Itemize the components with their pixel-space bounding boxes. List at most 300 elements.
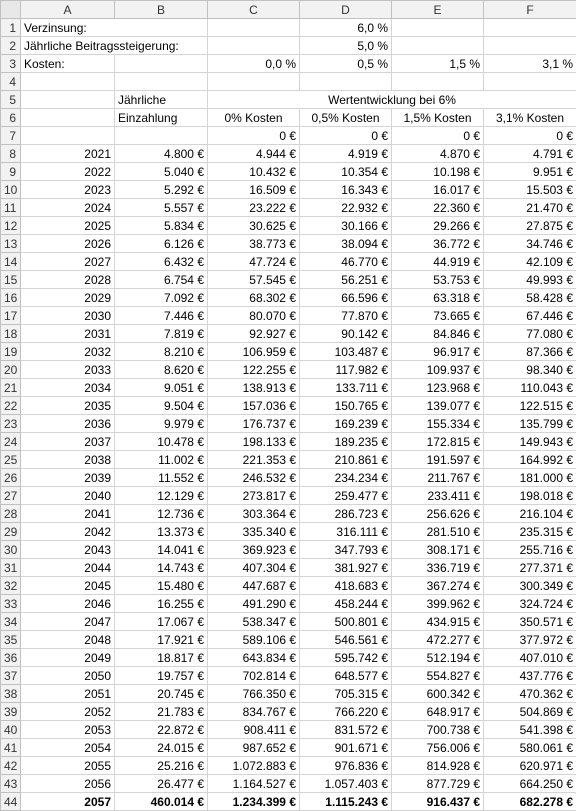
cell-year[interactable]: 2025: [21, 217, 115, 235]
column-header-a[interactable]: A: [21, 1, 115, 19]
row-header[interactable]: 15: [1, 271, 21, 289]
cell-kosten-05[interactable]: 66.596 €: [300, 289, 392, 307]
cell-kosten-15[interactable]: 756.006 €: [392, 739, 484, 757]
cell-einzahlung[interactable]: 9.979 €: [115, 415, 208, 433]
cell-kosten-05[interactable]: 381.927 €: [300, 559, 392, 577]
cell-kosten-31[interactable]: 541.398 €: [484, 721, 576, 739]
cell-kosten-31[interactable]: 164.992 €: [484, 451, 576, 469]
cell-kosten-31[interactable]: 4.791 €: [484, 145, 576, 163]
cell-einzahlung[interactable]: 6.126 €: [115, 235, 208, 253]
cell-kosten-31[interactable]: 235.315 €: [484, 523, 576, 541]
cell-year[interactable]: 2043: [21, 541, 115, 559]
row-header[interactable]: 35: [1, 631, 21, 649]
cell-kosten-15[interactable]: 336.719 €: [392, 559, 484, 577]
cell-kosten-15[interactable]: 22.360 €: [392, 199, 484, 217]
cell-kosten-31[interactable]: 377.972 €: [484, 631, 576, 649]
row-header[interactable]: 7: [1, 127, 21, 145]
cell-kosten-05[interactable]: 1.057.403 €: [300, 775, 392, 793]
cell-kosten-0[interactable]: 766.350 €: [208, 685, 300, 703]
cell-kosten-0[interactable]: 407.304 €: [208, 559, 300, 577]
cell-c1[interactable]: [208, 19, 300, 37]
cell-einzahlung[interactable]: 19.757 €: [115, 667, 208, 685]
wertentwicklung-header[interactable]: Wertentwicklung bei 6%: [208, 91, 576, 109]
cell-kosten-0[interactable]: 335.340 €: [208, 523, 300, 541]
row-header[interactable]: 33: [1, 595, 21, 613]
cell-kosten-05[interactable]: 150.765 €: [300, 397, 392, 415]
cell-kosten-05[interactable]: 648.577 €: [300, 667, 392, 685]
cell-kosten-0[interactable]: 138.913 €: [208, 379, 300, 397]
cell-year[interactable]: 2045: [21, 577, 115, 595]
cell-kosten-05[interactable]: 234.234 €: [300, 469, 392, 487]
cell-kosten-31[interactable]: 580.061 €: [484, 739, 576, 757]
cell-c2[interactable]: [208, 37, 300, 55]
row-header[interactable]: 27: [1, 487, 21, 505]
cell-year[interactable]: 2054: [21, 739, 115, 757]
row-header[interactable]: 41: [1, 739, 21, 757]
cell-year[interactable]: 2053: [21, 721, 115, 739]
cell-kosten-05[interactable]: 1.115.243 €: [300, 793, 392, 811]
cell-a4[interactable]: [21, 73, 115, 91]
cell-kosten-05[interactable]: 117.982 €: [300, 361, 392, 379]
cell-kosten-31[interactable]: 27.875 €: [484, 217, 576, 235]
cell-year[interactable]: 2042: [21, 523, 115, 541]
cell-kosten-0[interactable]: 834.767 €: [208, 703, 300, 721]
cell-kosten-31[interactable]: 58.428 €: [484, 289, 576, 307]
row-header[interactable]: 26: [1, 469, 21, 487]
cell-einzahlung[interactable]: 11.002 €: [115, 451, 208, 469]
cell-kosten-0[interactable]: 987.652 €: [208, 739, 300, 757]
cell-einzahlung[interactable]: 26.477 €: [115, 775, 208, 793]
row-header[interactable]: 11: [1, 199, 21, 217]
cell-kosten-05[interactable]: 500.801 €: [300, 613, 392, 631]
cell-kosten-15[interactable]: 10.198 €: [392, 163, 484, 181]
cell-kosten-31[interactable]: 77.080 €: [484, 325, 576, 343]
cell-year[interactable]: 2021: [21, 145, 115, 163]
cell-einzahlung[interactable]: 20.745 €: [115, 685, 208, 703]
row-header[interactable]: 29: [1, 523, 21, 541]
cell-b7[interactable]: [115, 127, 208, 145]
cell-kosten-15[interactable]: 308.171 €: [392, 541, 484, 559]
cell-kosten-0[interactable]: 303.364 €: [208, 505, 300, 523]
cell-kosten-15[interactable]: 600.342 €: [392, 685, 484, 703]
cell-kosten-15[interactable]: 233.411 €: [392, 487, 484, 505]
cell-year[interactable]: 2038: [21, 451, 115, 469]
cell-d7[interactable]: 0 €: [300, 127, 392, 145]
cell-year[interactable]: 2027: [21, 253, 115, 271]
column-header-b[interactable]: B: [115, 1, 208, 19]
cell-kosten-0[interactable]: 369.923 €: [208, 541, 300, 559]
cell-kosten-0[interactable]: 10.432 €: [208, 163, 300, 181]
cell-kosten-05[interactable]: 169.239 €: [300, 415, 392, 433]
cell-kosten-05[interactable]: 347.793 €: [300, 541, 392, 559]
cell-e6[interactable]: 1,5% Kosten: [392, 109, 484, 127]
cell-year[interactable]: 2024: [21, 199, 115, 217]
cell-einzahlung[interactable]: 10.478 €: [115, 433, 208, 451]
cell-kosten-31[interactable]: 300.349 €: [484, 577, 576, 595]
cell-kosten-0[interactable]: 38.773 €: [208, 235, 300, 253]
cell-kosten-15[interactable]: 399.962 €: [392, 595, 484, 613]
cell-year[interactable]: 2022: [21, 163, 115, 181]
cell-kosten-15[interactable]: 814.928 €: [392, 757, 484, 775]
cell-kosten-31[interactable]: 135.799 €: [484, 415, 576, 433]
row-header[interactable]: 39: [1, 703, 21, 721]
cell-year[interactable]: 2041: [21, 505, 115, 523]
cell-kosten-15[interactable]: 36.772 €: [392, 235, 484, 253]
cell-f4[interactable]: [484, 73, 576, 91]
cell-kosten-31[interactable]: 664.250 €: [484, 775, 576, 793]
cell-einzahlung[interactable]: 21.783 €: [115, 703, 208, 721]
cell-kosten-05[interactable]: 16.343 €: [300, 181, 392, 199]
cell-kosten-0[interactable]: 68.302 €: [208, 289, 300, 307]
row-header[interactable]: 6: [1, 109, 21, 127]
cell-kosten-0[interactable]: 106.959 €: [208, 343, 300, 361]
cell-kosten-05[interactable]: 705.315 €: [300, 685, 392, 703]
cell-einzahlung[interactable]: 15.480 €: [115, 577, 208, 595]
cell-c7[interactable]: 0 €: [208, 127, 300, 145]
cell-einzahlung[interactable]: 5.040 €: [115, 163, 208, 181]
cell-year[interactable]: 2031: [21, 325, 115, 343]
cell-kosten-05[interactable]: 133.711 €: [300, 379, 392, 397]
cell-kosten-15[interactable]: 512.194 €: [392, 649, 484, 667]
cell-a3[interactable]: Kosten:: [21, 55, 115, 73]
cell-kosten-15[interactable]: 916.437 €: [392, 793, 484, 811]
cell-kosten-15[interactable]: 155.334 €: [392, 415, 484, 433]
cell-kosten-05[interactable]: 316.111 €: [300, 523, 392, 541]
cell-e4[interactable]: [392, 73, 484, 91]
cell-b6[interactable]: Einzahlung: [115, 109, 208, 127]
cell-year[interactable]: 2029: [21, 289, 115, 307]
cell-kosten-15[interactable]: 73.665 €: [392, 307, 484, 325]
cell-d2[interactable]: 5,0 %: [300, 37, 392, 55]
cell-kosten-05[interactable]: 4.919 €: [300, 145, 392, 163]
cell-year[interactable]: 2026: [21, 235, 115, 253]
cell-kosten-31[interactable]: 216.104 €: [484, 505, 576, 523]
cell-kosten-31[interactable]: 110.043 €: [484, 379, 576, 397]
cell-kosten-0[interactable]: 30.625 €: [208, 217, 300, 235]
row-header[interactable]: 23: [1, 415, 21, 433]
cell-kosten-15[interactable]: 877.729 €: [392, 775, 484, 793]
cell-kosten-0[interactable]: 47.724 €: [208, 253, 300, 271]
cell-f6[interactable]: 3,1% Kosten: [484, 109, 576, 127]
cell-einzahlung[interactable]: 6.432 €: [115, 253, 208, 271]
row-header[interactable]: 40: [1, 721, 21, 739]
cell-year[interactable]: 2055: [21, 757, 115, 775]
cell-einzahlung[interactable]: 7.092 €: [115, 289, 208, 307]
cell-kosten-0[interactable]: 80.070 €: [208, 307, 300, 325]
cell-kosten-05[interactable]: 901.671 €: [300, 739, 392, 757]
cell-f3[interactable]: 3,1 %: [484, 55, 576, 73]
cell-kosten-05[interactable]: 38.094 €: [300, 235, 392, 253]
cell-kosten-31[interactable]: 277.371 €: [484, 559, 576, 577]
cell-kosten-31[interactable]: 504.869 €: [484, 703, 576, 721]
cell-c4[interactable]: [208, 73, 300, 91]
cell-year[interactable]: 2052: [21, 703, 115, 721]
cell-kosten-0[interactable]: 23.222 €: [208, 199, 300, 217]
cell-kosten-05[interactable]: 30.166 €: [300, 217, 392, 235]
cell-kosten-31[interactable]: 9.951 €: [484, 163, 576, 181]
cell-einzahlung[interactable]: 17.067 €: [115, 613, 208, 631]
row-header[interactable]: 12: [1, 217, 21, 235]
cell-einzahlung[interactable]: 8.620 €: [115, 361, 208, 379]
cell-year[interactable]: 2032: [21, 343, 115, 361]
cell-kosten-05[interactable]: 46.770 €: [300, 253, 392, 271]
cell-kosten-31[interactable]: 324.724 €: [484, 595, 576, 613]
row-header[interactable]: 19: [1, 343, 21, 361]
cell-b4[interactable]: [115, 73, 208, 91]
cell-d3[interactable]: 0,5 %: [300, 55, 392, 73]
cell-einzahlung[interactable]: 7.446 €: [115, 307, 208, 325]
cell-kosten-15[interactable]: 211.767 €: [392, 469, 484, 487]
cell-year[interactable]: 2051: [21, 685, 115, 703]
cell-einzahlung[interactable]: 7.819 €: [115, 325, 208, 343]
cell-a5[interactable]: [21, 91, 115, 109]
cell-year[interactable]: 2037: [21, 433, 115, 451]
cell-kosten-05[interactable]: 458.244 €: [300, 595, 392, 613]
cell-kosten-15[interactable]: 29.266 €: [392, 217, 484, 235]
cell-kosten-0[interactable]: 176.737 €: [208, 415, 300, 433]
cell-einzahlung[interactable]: 5.834 €: [115, 217, 208, 235]
cell-kosten-05[interactable]: 286.723 €: [300, 505, 392, 523]
cell-kosten-0[interactable]: 1.234.399 €: [208, 793, 300, 811]
cell-e1[interactable]: [392, 19, 484, 37]
cell-kosten-15[interactable]: 191.597 €: [392, 451, 484, 469]
cell-kosten-05[interactable]: 189.235 €: [300, 433, 392, 451]
cell-kosten-0[interactable]: 447.687 €: [208, 577, 300, 595]
cell-kosten-31[interactable]: 87.366 €: [484, 343, 576, 361]
cell-kosten-31[interactable]: 21.470 €: [484, 199, 576, 217]
cell-kosten-0[interactable]: 221.353 €: [208, 451, 300, 469]
cell-kosten-0[interactable]: 273.817 €: [208, 487, 300, 505]
cell-kosten-05[interactable]: 831.572 €: [300, 721, 392, 739]
cell-kosten-05[interactable]: 10.354 €: [300, 163, 392, 181]
row-header[interactable]: 44: [1, 793, 21, 811]
cell-f1[interactable]: [484, 19, 576, 37]
cell-kosten-31[interactable]: 122.515 €: [484, 397, 576, 415]
row-header[interactable]: 38: [1, 685, 21, 703]
cell-einzahlung[interactable]: 17.921 €: [115, 631, 208, 649]
cell-kosten-15[interactable]: 53.753 €: [392, 271, 484, 289]
cell-kosten-05[interactable]: 259.477 €: [300, 487, 392, 505]
cell-e2[interactable]: [392, 37, 484, 55]
cell-einzahlung[interactable]: 5.292 €: [115, 181, 208, 199]
cell-kosten-05[interactable]: 546.561 €: [300, 631, 392, 649]
row-header[interactable]: 42: [1, 757, 21, 775]
cell-a6[interactable]: [21, 109, 115, 127]
row-header[interactable]: 10: [1, 181, 21, 199]
row-header[interactable]: 1: [1, 19, 21, 37]
row-header[interactable]: 16: [1, 289, 21, 307]
cell-a7[interactable]: [21, 127, 115, 145]
cell-kosten-0[interactable]: 643.834 €: [208, 649, 300, 667]
cell-einzahlung[interactable]: 14.743 €: [115, 559, 208, 577]
cell-kosten-31[interactable]: 350.571 €: [484, 613, 576, 631]
cell-einzahlung[interactable]: 18.817 €: [115, 649, 208, 667]
cell-f7[interactable]: 0 €: [484, 127, 576, 145]
cell-kosten-0[interactable]: 702.814 €: [208, 667, 300, 685]
cell-kosten-0[interactable]: 16.509 €: [208, 181, 300, 199]
cell-kosten-15[interactable]: 367.274 €: [392, 577, 484, 595]
cell-kosten-0[interactable]: 491.290 €: [208, 595, 300, 613]
cell-a2[interactable]: Jährliche Beitragssteigerung:: [21, 37, 208, 55]
cell-year[interactable]: 2034: [21, 379, 115, 397]
cell-einzahlung[interactable]: 8.210 €: [115, 343, 208, 361]
row-header[interactable]: 14: [1, 253, 21, 271]
cell-d4[interactable]: [300, 73, 392, 91]
select-all-corner[interactable]: [1, 1, 21, 19]
cell-year[interactable]: 2057: [21, 793, 115, 811]
cell-year[interactable]: 2035: [21, 397, 115, 415]
cell-kosten-05[interactable]: 77.870 €: [300, 307, 392, 325]
cell-c3[interactable]: 0,0 %: [208, 55, 300, 73]
cell-kosten-0[interactable]: 589.106 €: [208, 631, 300, 649]
cell-kosten-0[interactable]: 1.164.527 €: [208, 775, 300, 793]
cell-kosten-0[interactable]: 4.944 €: [208, 145, 300, 163]
cell-kosten-05[interactable]: 766.220 €: [300, 703, 392, 721]
cell-d6[interactable]: 0,5% Kosten: [300, 109, 392, 127]
cell-kosten-31[interactable]: 437.776 €: [484, 667, 576, 685]
cell-kosten-05[interactable]: 56.251 €: [300, 271, 392, 289]
row-header[interactable]: 30: [1, 541, 21, 559]
cell-kosten-05[interactable]: 595.742 €: [300, 649, 392, 667]
row-header[interactable]: 36: [1, 649, 21, 667]
cell-kosten-0[interactable]: 57.545 €: [208, 271, 300, 289]
cell-e7[interactable]: 0 €: [392, 127, 484, 145]
cell-einzahlung[interactable]: 11.552 €: [115, 469, 208, 487]
cell-einzahlung[interactable]: 22.872 €: [115, 721, 208, 739]
cell-kosten-0[interactable]: 246.532 €: [208, 469, 300, 487]
cell-kosten-31[interactable]: 49.993 €: [484, 271, 576, 289]
row-header[interactable]: 28: [1, 505, 21, 523]
cell-b5[interactable]: Jährliche: [115, 91, 208, 109]
row-header[interactable]: 13: [1, 235, 21, 253]
cell-year[interactable]: 2049: [21, 649, 115, 667]
cell-kosten-15[interactable]: 96.917 €: [392, 343, 484, 361]
row-header[interactable]: 21: [1, 379, 21, 397]
cell-kosten-15[interactable]: 648.917 €: [392, 703, 484, 721]
cell-kosten-31[interactable]: 98.340 €: [484, 361, 576, 379]
cell-einzahlung[interactable]: 12.129 €: [115, 487, 208, 505]
column-header-c[interactable]: C: [208, 1, 300, 19]
cell-kosten-05[interactable]: 22.932 €: [300, 199, 392, 217]
cell-b3[interactable]: [115, 55, 208, 73]
cell-kosten-0[interactable]: 92.927 €: [208, 325, 300, 343]
cell-kosten-15[interactable]: 84.846 €: [392, 325, 484, 343]
cell-f2[interactable]: [484, 37, 576, 55]
row-header[interactable]: 34: [1, 613, 21, 631]
cell-kosten-15[interactable]: 123.968 €: [392, 379, 484, 397]
cell-kosten-15[interactable]: 472.277 €: [392, 631, 484, 649]
cell-d1[interactable]: 6,0 %: [300, 19, 392, 37]
cell-kosten-15[interactable]: 434.915 €: [392, 613, 484, 631]
cell-kosten-15[interactable]: 554.827 €: [392, 667, 484, 685]
cell-kosten-31[interactable]: 67.446 €: [484, 307, 576, 325]
cell-einzahlung[interactable]: 12.736 €: [115, 505, 208, 523]
row-header[interactable]: 3: [1, 55, 21, 73]
cell-kosten-31[interactable]: 15.503 €: [484, 181, 576, 199]
cell-year[interactable]: 2047: [21, 613, 115, 631]
row-header[interactable]: 9: [1, 163, 21, 181]
cell-kosten-05[interactable]: 418.683 €: [300, 577, 392, 595]
cell-kosten-0[interactable]: 1.072.883 €: [208, 757, 300, 775]
cell-kosten-31[interactable]: 181.000 €: [484, 469, 576, 487]
column-header-d[interactable]: D: [300, 1, 392, 19]
cell-year[interactable]: 2046: [21, 595, 115, 613]
cell-kosten-05[interactable]: 103.487 €: [300, 343, 392, 361]
row-header[interactable]: 17: [1, 307, 21, 325]
cell-einzahlung[interactable]: 5.557 €: [115, 199, 208, 217]
cell-einzahlung[interactable]: 4.800 €: [115, 145, 208, 163]
row-header[interactable]: 25: [1, 451, 21, 469]
column-header-e[interactable]: E: [392, 1, 484, 19]
cell-c6[interactable]: 0% Kosten: [208, 109, 300, 127]
row-header[interactable]: 31: [1, 559, 21, 577]
cell-einzahlung[interactable]: 13.373 €: [115, 523, 208, 541]
row-header[interactable]: 24: [1, 433, 21, 451]
cell-einzahlung[interactable]: 6.754 €: [115, 271, 208, 289]
cell-kosten-0[interactable]: 908.411 €: [208, 721, 300, 739]
cell-kosten-05[interactable]: 210.861 €: [300, 451, 392, 469]
cell-einzahlung[interactable]: 9.504 €: [115, 397, 208, 415]
cell-kosten-15[interactable]: 4.870 €: [392, 145, 484, 163]
cell-year[interactable]: 2028: [21, 271, 115, 289]
cell-kosten-31[interactable]: 470.362 €: [484, 685, 576, 703]
cell-kosten-15[interactable]: 172.815 €: [392, 433, 484, 451]
cell-einzahlung[interactable]: 16.255 €: [115, 595, 208, 613]
cell-year[interactable]: 2050: [21, 667, 115, 685]
cell-einzahlung[interactable]: 24.015 €: [115, 739, 208, 757]
row-header[interactable]: 43: [1, 775, 21, 793]
cell-kosten-31[interactable]: 42.109 €: [484, 253, 576, 271]
cell-kosten-31[interactable]: 620.971 €: [484, 757, 576, 775]
cell-a1[interactable]: Verzinsung:: [21, 19, 208, 37]
cell-year[interactable]: 2023: [21, 181, 115, 199]
cell-kosten-0[interactable]: 198.133 €: [208, 433, 300, 451]
cell-year[interactable]: 2040: [21, 487, 115, 505]
cell-kosten-15[interactable]: 109.937 €: [392, 361, 484, 379]
row-header[interactable]: 32: [1, 577, 21, 595]
cell-kosten-15[interactable]: 139.077 €: [392, 397, 484, 415]
row-header[interactable]: 4: [1, 73, 21, 91]
cell-kosten-15[interactable]: 256.626 €: [392, 505, 484, 523]
cell-einzahlung[interactable]: 14.041 €: [115, 541, 208, 559]
row-header[interactable]: 18: [1, 325, 21, 343]
row-header[interactable]: 37: [1, 667, 21, 685]
cell-einzahlung[interactable]: 460.014 €: [115, 793, 208, 811]
cell-year[interactable]: 2044: [21, 559, 115, 577]
cell-einzahlung[interactable]: 9.051 €: [115, 379, 208, 397]
cell-kosten-31[interactable]: 149.943 €: [484, 433, 576, 451]
row-header[interactable]: 20: [1, 361, 21, 379]
cell-year[interactable]: 2056: [21, 775, 115, 793]
cell-kosten-31[interactable]: 407.010 €: [484, 649, 576, 667]
cell-kosten-31[interactable]: 198.018 €: [484, 487, 576, 505]
cell-kosten-15[interactable]: 281.510 €: [392, 523, 484, 541]
cell-kosten-15[interactable]: 44.919 €: [392, 253, 484, 271]
cell-kosten-31[interactable]: 682.278 €: [484, 793, 576, 811]
cell-kosten-0[interactable]: 122.255 €: [208, 361, 300, 379]
cell-kosten-31[interactable]: 34.746 €: [484, 235, 576, 253]
cell-year[interactable]: 2030: [21, 307, 115, 325]
row-header[interactable]: 22: [1, 397, 21, 415]
cell-kosten-05[interactable]: 976.836 €: [300, 757, 392, 775]
cell-year[interactable]: 2039: [21, 469, 115, 487]
row-header[interactable]: 2: [1, 37, 21, 55]
cell-year[interactable]: 2048: [21, 631, 115, 649]
cell-year[interactable]: 2036: [21, 415, 115, 433]
row-header[interactable]: 5: [1, 91, 21, 109]
cell-kosten-15[interactable]: 700.738 €: [392, 721, 484, 739]
column-header-f[interactable]: F: [484, 1, 576, 19]
